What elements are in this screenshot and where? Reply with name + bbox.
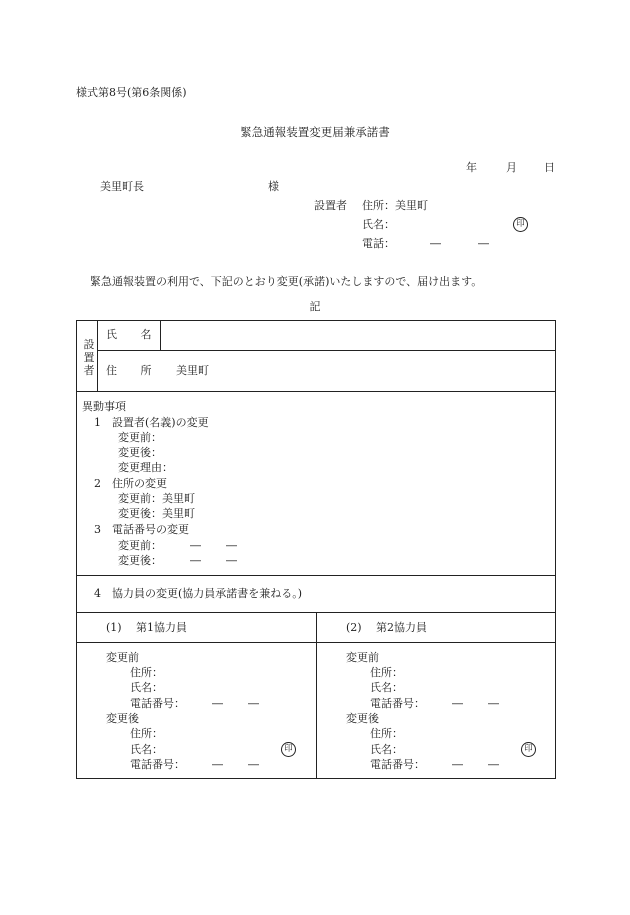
- coop1-after-phone-dash-1: ―: [212, 758, 223, 771]
- coop1-before-phone-dash-2: ―: [248, 697, 259, 710]
- date-line: [466, 161, 555, 175]
- item4-number: 4: [94, 587, 101, 600]
- installer-address-label-2: 所: [140, 364, 152, 377]
- item1-after: 変更後：: [118, 446, 162, 459]
- intro-text: 緊急通報装置の利用で、下記のとおり変更(承諾)いたしますので、届け出ます。: [90, 275, 483, 288]
- item2-after: 変更後：美里町: [118, 507, 195, 520]
- item3-number: 3: [94, 523, 101, 536]
- coop2-before-phone: 電話番号：: [370, 697, 425, 710]
- item3-before-dash-1: ―: [190, 539, 201, 552]
- date-month: 月: [506, 161, 517, 174]
- coop2-before-phone-dash-2: ―: [488, 697, 499, 710]
- date-year: 年: [466, 161, 477, 174]
- seal-icon: 印: [281, 742, 296, 757]
- installer-row-header-char: 者: [83, 364, 95, 377]
- coop1-after-name: 氏名：: [130, 743, 163, 756]
- changes-divider-1: [76, 575, 556, 576]
- applicant-phone-dash-1: ―: [430, 237, 441, 250]
- seal-icon: 印: [521, 742, 536, 757]
- installer-address-label: [106, 364, 152, 378]
- item1-before: 変更前：: [118, 431, 162, 444]
- installer-table-divider-v: [97, 320, 98, 392]
- installer-address-label-1: 住: [106, 364, 117, 377]
- cooperator-column-divider: [316, 612, 317, 779]
- applicant-address: 住所：美里町: [362, 199, 428, 212]
- item2-number: 2: [94, 477, 101, 490]
- coop2-before-address: 住所：: [370, 666, 403, 679]
- coop2-after-name: 氏名：: [370, 743, 403, 756]
- installer-row-header-char: 置: [83, 351, 95, 364]
- installer-table-divider-h: [97, 350, 556, 351]
- coop1-before-label: 変更前: [106, 651, 139, 664]
- page-title: 緊急通報装置変更届兼承諾書: [240, 125, 390, 139]
- installer-name-label: [106, 328, 152, 342]
- addressee: 美里町長: [100, 180, 144, 193]
- installer-row-header: [83, 338, 95, 377]
- item3-after: 変更後：: [118, 554, 162, 567]
- cooperator-1-number: (1): [106, 621, 122, 634]
- item1-title: 設置者(名義)の変更: [112, 416, 209, 429]
- item1-number: 1: [94, 416, 101, 429]
- cooperator-1-heading: 第1協力員: [136, 621, 187, 634]
- coop1-after-phone-dash-2: ―: [248, 758, 259, 771]
- coop1-before-phone: 電話番号：: [130, 697, 185, 710]
- item3-after-dash-2: ―: [226, 554, 237, 567]
- coop1-after-phone: 電話番号：: [130, 758, 185, 771]
- coop2-after-phone: 電話番号：: [370, 758, 425, 771]
- applicant-phone-dash-2: ―: [478, 237, 489, 250]
- date-day: 日: [544, 161, 555, 174]
- applicant-name: 氏名：: [362, 218, 395, 231]
- applicant-role: 設置者: [314, 199, 347, 212]
- cooperator-2-heading: 第2協力員: [376, 621, 427, 634]
- seal-icon: 印: [513, 217, 528, 232]
- coop1-after-label: 変更後: [106, 712, 139, 725]
- coop2-before-label: 変更前: [346, 651, 379, 664]
- installer-table-divider-label: [160, 320, 161, 350]
- ki-label: 記: [309, 300, 321, 313]
- cooperator-2-number: (2): [346, 621, 362, 634]
- item3-title: 電話番号の変更: [112, 523, 189, 536]
- coop1-before-name: 氏名：: [130, 681, 163, 694]
- coop1-before-phone-dash-1: ―: [212, 697, 223, 710]
- item3-after-dash-1: ―: [190, 554, 201, 567]
- coop2-after-phone-dash-2: ―: [488, 758, 499, 771]
- installer-address-value: 美里町: [176, 364, 209, 377]
- honorific: 様: [268, 180, 279, 193]
- installer-row-header-char: 設: [83, 338, 95, 351]
- applicant-phone: [362, 237, 489, 251]
- coop2-before-phone-dash-1: ―: [452, 697, 463, 710]
- coop2-before-name: 氏名：: [370, 681, 403, 694]
- item4-title: 協力員の変更(協力員承諾書を兼ねる。): [112, 587, 303, 600]
- form-number: 様式第8号(第6条関係): [76, 86, 187, 99]
- coop2-after-address: 住所：: [370, 727, 403, 740]
- applicant-phone-label: 電話：: [362, 237, 395, 250]
- coop2-after-phone-dash-1: ―: [452, 758, 463, 771]
- installer-name-label-1: 氏: [106, 328, 117, 341]
- coop1-before-address: 住所：: [130, 666, 163, 679]
- item1-reason: 変更理由：: [118, 461, 173, 474]
- installer-name-label-2: 名: [140, 328, 152, 341]
- item2-before: 変更前：美里町: [118, 492, 195, 505]
- item2-title: 住所の変更: [112, 477, 167, 490]
- item3-before-dash-2: ―: [226, 539, 237, 552]
- changes-heading: 異動事項: [82, 400, 126, 413]
- coop1-after-address: 住所：: [130, 727, 163, 740]
- item3-before: 変更前：: [118, 539, 162, 552]
- coop2-after-label: 変更後: [346, 712, 379, 725]
